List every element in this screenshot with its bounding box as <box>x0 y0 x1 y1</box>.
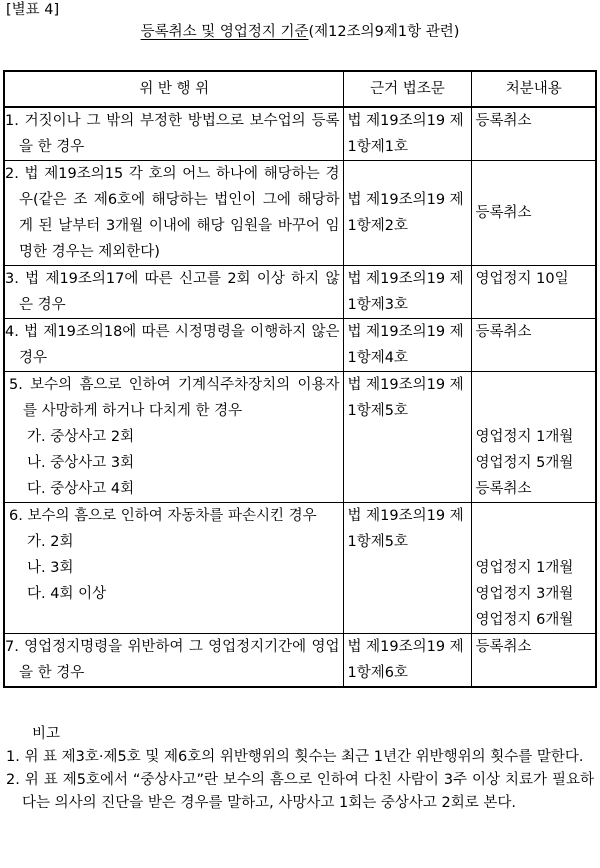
sub-item-penalty: 영업정지 5개월 <box>475 455 574 471</box>
sub-item-penalty: 영업정지 1개월 <box>475 429 574 445</box>
column-header-penalty: 처분내용 <box>471 71 596 107</box>
violation-cell: 7. 영업정지명령을 위반하여 그 영업정지기간에 영업을 한 경우 <box>4 634 343 688</box>
sub-item-label: 나. 중상사고 3회 <box>27 455 135 471</box>
table-row <box>4 503 596 634</box>
column-header-violation: 위 반 행 위 <box>4 71 343 107</box>
law-cell: 법 제19조의19 제1항제2호 <box>343 161 471 266</box>
law-cell: 법 제19조의19 제1항제5호 <box>343 503 471 634</box>
penalty-cell: 등록취소 <box>471 319 596 372</box>
penalty-cell: 등록취소 <box>471 161 596 266</box>
sub-item-penalty: 영업정지 3개월 <box>475 586 574 602</box>
sub-item-penalty: 영업정지 1개월 <box>475 560 574 576</box>
law-cell: 법 제19조의19 제1항제5호 <box>343 372 471 503</box>
sub-item-label: 가. 중상사고 2회 <box>27 429 135 445</box>
penalty-cell: 등록취소 <box>471 107 596 161</box>
violation-cell: 2. 법 제19조의15 각 호의 어느 하나에 해당하는 경우(같은 조 제6호에 해당하는 법인이 그에 해당하게 된 날부터 3개월 이내에 해당 임원을 바꾸어 임명한 경우는 제외한다) <box>4 161 343 266</box>
penalty-cell: 등록취소 <box>471 634 596 688</box>
note-item: 2. 위 표 제5호에서 “중상사고”란 보수의 흠으로 인하여 다친 사람이 3주 이상 치료가 필요하다는 의사의 진단을 받은 경우를 말하고, 사망사고 1회는 중상사고 2회로 본다. <box>6 772 594 811</box>
table-row <box>4 266 596 319</box>
violation-cell <box>4 372 343 503</box>
title-suffix: (제12조의9제1항 관련) <box>308 24 460 40</box>
law-cell: 법 제19조의19 제1항제6호 <box>343 634 471 688</box>
table-row <box>4 372 596 503</box>
sub-item-label: 나. 3회 <box>27 560 74 576</box>
table-row <box>4 634 596 688</box>
sub-item-label: 가. 2회 <box>27 534 74 550</box>
note-item: 1. 위 표 제3호·제5호 및 제6호의 위반행위의 횟수는 최근 1년간 위반행위의 횟수를 말한다. <box>6 749 584 765</box>
notes-heading: 비고 <box>32 726 61 742</box>
violation-text: 5. 보수의 흠으로 인하여 기계식주차장치의 이용자를 사망하게 하거나 다치게 한 경우 <box>9 377 340 419</box>
sub-item-penalty: 영업정지 6개월 <box>475 612 574 628</box>
violation-cell <box>4 503 343 634</box>
table-row <box>4 107 596 161</box>
sub-item-penalty: 등록취소 <box>475 481 532 497</box>
violation-cell: 1. 거짓이나 그 밖의 부정한 방법으로 보수업의 등록을 한 경우 <box>4 107 343 161</box>
law-cell: 법 제19조의19 제1항제3호 <box>343 266 471 319</box>
penalty-cell <box>471 503 596 634</box>
violation-cell: 4. 법 제19조의18에 따른 시정명령을 이행하지 않은 경우 <box>4 319 343 372</box>
penalty-cell: 영업정지 10일 <box>471 266 596 319</box>
law-cell: 법 제19조의19 제1항제4호 <box>343 319 471 372</box>
title-main: 등록취소 및 영업정지 기준 <box>140 24 309 40</box>
sanction-table <box>3 70 597 688</box>
document-label: [별표 4] <box>6 2 60 18</box>
violation-cell: 3. 법 제19조의17에 따른 신고를 2회 이상 하지 않은 경우 <box>4 266 343 319</box>
notes-section <box>0 723 600 815</box>
sub-item-label: 다. 4회 이상 <box>27 586 107 602</box>
law-cell: 법 제19조의19 제1항제1호 <box>343 107 471 161</box>
table-row <box>4 161 596 266</box>
sub-item-label: 다. 중상사고 4회 <box>27 481 135 497</box>
penalty-cell <box>471 372 596 503</box>
table-header-row <box>4 71 596 107</box>
violation-text: 6. 보수의 흠으로 인하여 자동차를 파손시킨 경우 <box>9 508 317 524</box>
table-row <box>4 319 596 372</box>
document-title <box>0 22 600 42</box>
column-header-law: 근거 법조문 <box>343 71 471 107</box>
